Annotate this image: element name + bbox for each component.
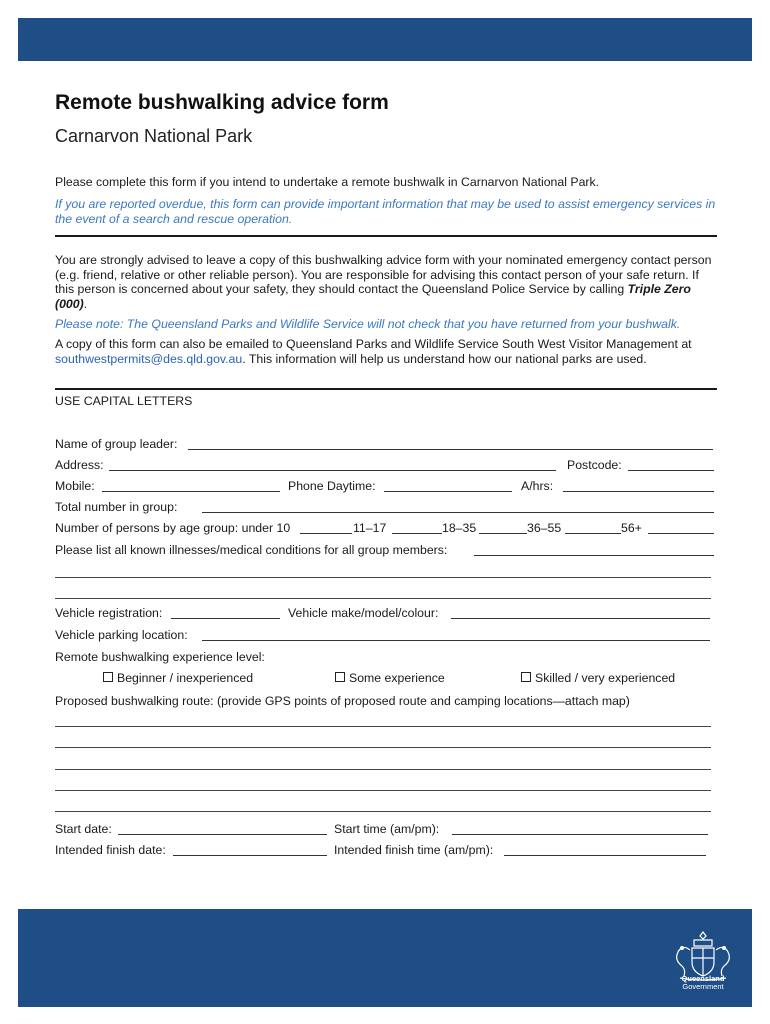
phone-daytime-label: Phone Daytime: (288, 479, 376, 493)
email-paragraph (55, 337, 717, 366)
phone-daytime-field[interactable] (384, 491, 512, 492)
age-under10-field[interactable] (300, 533, 352, 534)
vehicle-parking-label: Vehicle parking location: (55, 628, 188, 642)
postcode-field[interactable] (628, 470, 714, 471)
page-subtitle: Carnarvon National Park (55, 126, 253, 146)
vehicle-make-label: Vehicle make/model/colour: (288, 606, 439, 620)
start-date-label: Start date: (55, 822, 112, 836)
age-56-label: 56+ (621, 521, 642, 535)
vehicle-rego-field[interactable] (171, 618, 280, 619)
illnesses-line[interactable] (55, 598, 711, 599)
group-leader-row (55, 437, 715, 452)
age-11-17-label: 11–17 (353, 521, 387, 535)
age-36-55-field[interactable] (565, 533, 621, 534)
email-text-end: . This information will help us understand how our national parks are used. (242, 351, 647, 366)
postcode-label: Postcode: (567, 458, 622, 472)
caps-instruction: USE CAPITAL LETTERS (55, 394, 193, 408)
illnesses-row (55, 543, 715, 558)
address-label: Address: (55, 458, 104, 472)
age-56-field[interactable] (648, 533, 714, 534)
experience-option-skilled[interactable] (521, 671, 675, 686)
intro-paragraph: Please complete this form if you intend to undertake a remote bushwalk in Carnarvon National Park. (55, 175, 600, 189)
illnesses-line[interactable] (55, 577, 711, 578)
option-label: Skilled / very experienced (535, 671, 676, 685)
start-date-field[interactable] (118, 834, 327, 835)
experience-options (55, 671, 715, 686)
address-row (55, 458, 715, 473)
route-line[interactable] (55, 790, 711, 791)
group-leader-label: Name of group leader: (55, 437, 178, 451)
finish-time-field[interactable] (504, 855, 706, 856)
section-divider (55, 388, 717, 390)
vehicle-parking-row (55, 628, 715, 643)
experience-option-some[interactable] (335, 671, 445, 686)
mobile-field[interactable] (102, 491, 280, 492)
experience-option-beginner[interactable] (103, 671, 253, 686)
finish-date-label: Intended finish date: (55, 843, 166, 857)
checkbox-icon[interactable] (103, 672, 113, 682)
advice-text: You are strongly advised to leave a copy of this bushwalking advice form with your nominated emergency contact person (e.g. friend, relative or other reliable person). You are responsible for advising this contact person of your safe return. If this person is concerned about your safety, they should contact the Queensland Police Service by calling (55, 253, 712, 297)
vehicle-rego-label: Vehicle registration: (55, 606, 163, 620)
start-time-field[interactable] (452, 834, 708, 835)
finish-row (55, 843, 715, 858)
finish-time-label: Intended finish time (am/pm): (334, 843, 494, 857)
advice-paragraph (55, 253, 717, 311)
logo-line-2: Government (682, 982, 724, 991)
age-18-35-field[interactable] (479, 533, 527, 534)
start-row (55, 822, 715, 837)
queensland-government-logo (672, 975, 734, 991)
route-line[interactable] (55, 811, 711, 812)
qpws-note: Please note: The Queensland Parks and Wildlife Service will not check that you have returned from your bushwalk. (55, 317, 681, 331)
vehicle-row (55, 606, 715, 621)
age-group-row (55, 521, 715, 536)
age-group-label: Number of persons by age group: under 10 (55, 521, 291, 535)
overdue-note: If you are reported overdue, this form can provide important information that may be used to assist emergency services in the event of a search and rescue operation. (55, 197, 716, 226)
option-label: Beginner / inexperienced (117, 671, 254, 685)
route-line[interactable] (55, 726, 711, 727)
route-line[interactable] (55, 769, 711, 770)
vehicle-make-field[interactable] (451, 618, 710, 619)
total-number-row (55, 500, 715, 515)
age-36-55-label: 36–55 (527, 521, 562, 535)
header-banner (18, 18, 752, 61)
option-label: Some experience (349, 671, 445, 685)
age-18-35-label: 18–35 (442, 521, 477, 535)
checkbox-icon[interactable] (335, 672, 345, 682)
section-divider (55, 235, 717, 237)
page-title: Remote bushwalking advice form (55, 91, 389, 114)
total-number-label: Total number in group: (55, 500, 178, 514)
age-11-17-field[interactable] (392, 533, 442, 534)
total-number-field[interactable] (202, 512, 714, 513)
vehicle-parking-field[interactable] (202, 640, 710, 641)
email-link[interactable]: southwestpermits@des.qld.gov.au (55, 351, 243, 366)
finish-date-field[interactable] (173, 855, 327, 856)
illnesses-field[interactable] (474, 555, 714, 556)
triple-zero-emphasis: Triple Zero (000) (55, 282, 691, 311)
route-line[interactable] (55, 747, 711, 748)
phone-row (55, 479, 715, 494)
ahrs-field[interactable] (563, 491, 714, 492)
logo-line-1: Queensland (681, 974, 725, 983)
start-time-label: Start time (am/pm): (334, 822, 440, 836)
address-field[interactable] (109, 470, 556, 471)
group-leader-field[interactable] (188, 449, 713, 450)
route-label: Proposed bushwalking route: (provide GPS points of proposed route and camping locations—attach map) (55, 694, 630, 708)
email-text: A copy of this form can also be emailed to Queensland Parks and Wildlife Service South West Visitor Management at (55, 337, 692, 351)
advice-end: . (83, 296, 88, 311)
mobile-label: Mobile: (55, 479, 95, 493)
checkbox-icon[interactable] (521, 672, 531, 682)
footer-banner (18, 909, 752, 1007)
ahrs-label: A/hrs: (521, 479, 554, 493)
experience-label: Remote bushwalking experience level: (55, 650, 265, 664)
illnesses-label: Please list all known illnesses/medical conditions for all group members: (55, 543, 448, 557)
